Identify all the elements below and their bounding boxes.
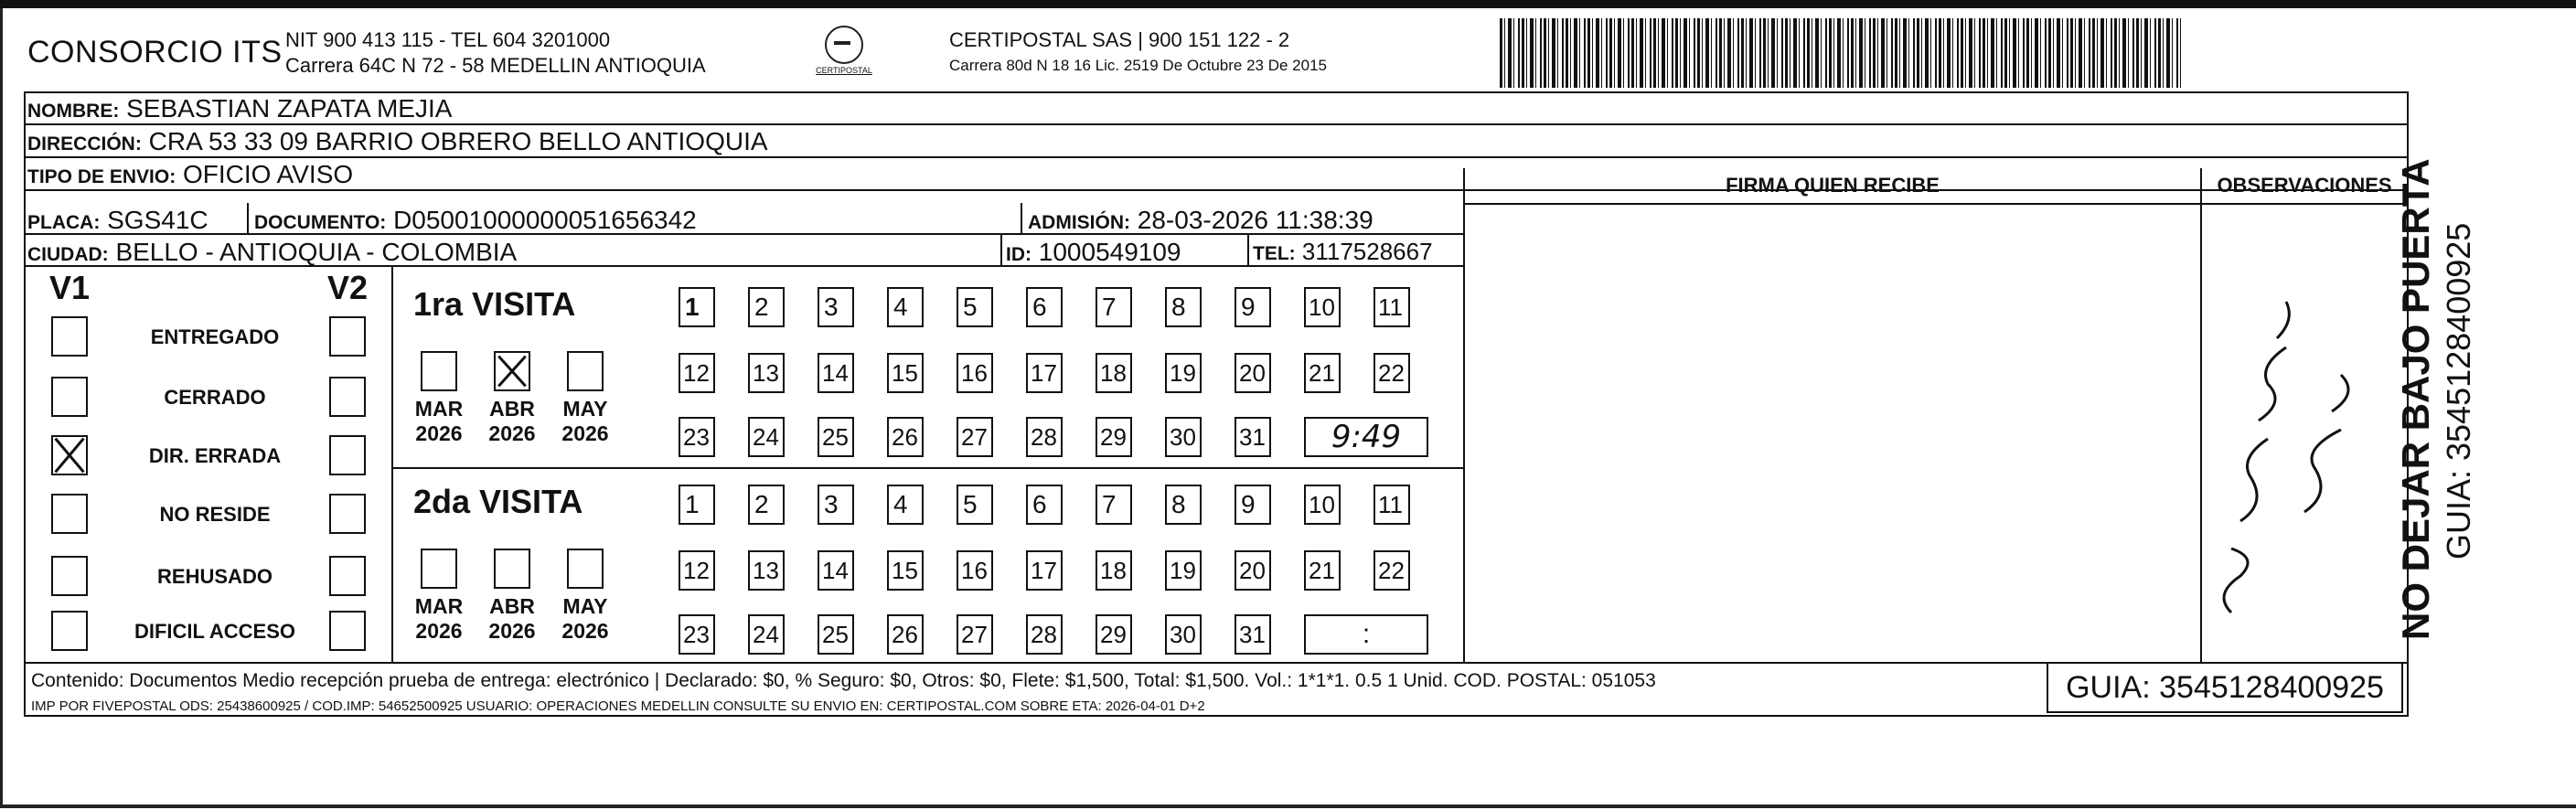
documento-label: DOCUMENTO: — [254, 212, 387, 233]
day-checkbox[interactable]: 25 — [818, 417, 854, 457]
day-checkbox[interactable]: 23 — [679, 614, 715, 655]
status-label: DIFICIL ACCESO — [134, 620, 295, 643]
v2-checkbox[interactable] — [329, 316, 366, 357]
day-checkbox[interactable]: 30 — [1165, 417, 1202, 457]
v1-header: V1 — [49, 269, 91, 306]
id-label: ID: — [1006, 244, 1031, 265]
day-checkbox[interactable]: 28 — [1026, 614, 1063, 655]
status-label: NO RESIDE — [159, 503, 271, 526]
side-warning: NO DEJAR BAJO PUERTA — [2394, 158, 2437, 640]
company-info — [285, 27, 706, 79]
month-checkbox[interactable] — [421, 549, 457, 589]
v1-checkbox[interactable] — [51, 556, 88, 596]
day-checkbox[interactable]: 18 — [1096, 353, 1132, 393]
day-checkbox[interactable]: 27 — [957, 614, 993, 655]
v1-checkbox[interactable] — [51, 316, 88, 357]
company-address: Carrera 64C N 72 - 58 MEDELLIN ANTIOQUIA — [285, 54, 706, 77]
month-label — [558, 594, 613, 644]
day-checkbox[interactable]: 4 — [887, 485, 924, 525]
placa-value: SGS41C — [107, 206, 208, 234]
day-checkbox[interactable]: 21 — [1304, 353, 1341, 393]
v2-checkbox[interactable] — [329, 556, 366, 596]
month-name: MAR — [414, 397, 464, 421]
month-year: 2026 — [561, 619, 609, 643]
direccion-label: DIRECCIÓN: — [27, 133, 142, 155]
placa-label: PLACA: — [27, 212, 101, 233]
day-checkbox[interactable]: 10 — [1304, 287, 1341, 327]
day-checkbox[interactable]: 1 — [679, 485, 715, 525]
day-checkbox[interactable]: 29 — [1096, 614, 1132, 655]
status-divider — [391, 267, 393, 662]
day-checkbox[interactable]: 16 — [957, 353, 993, 393]
divider-observaciones — [2200, 168, 2202, 662]
day-checkbox[interactable]: 15 — [887, 550, 924, 591]
day-checkbox[interactable]: 7 — [1096, 287, 1132, 327]
placa-divider — [247, 203, 249, 235]
ciudad-cell — [27, 237, 517, 270]
barcode — [1500, 18, 2181, 88]
tipo-value: OFICIO AVISO — [182, 160, 354, 188]
day-checkbox[interactable]: 26 — [887, 417, 924, 457]
day-checkbox[interactable]: 5 — [957, 287, 993, 327]
day-checkbox[interactable]: 14 — [818, 353, 854, 393]
id-value: 1000549109 — [1038, 238, 1181, 266]
visit-divider — [391, 467, 1463, 469]
month-year: 2026 — [488, 421, 536, 445]
day-checkbox[interactable]: 4 — [887, 287, 924, 327]
month-name: MAY — [562, 397, 608, 421]
day-checkbox[interactable]: 20 — [1235, 353, 1271, 393]
placa-cell — [27, 205, 208, 238]
day-checkbox[interactable]: 11 — [1374, 485, 1410, 525]
day-checkbox[interactable]: 28 — [1026, 417, 1063, 457]
month-checkbox[interactable] — [494, 549, 530, 589]
day-checkbox[interactable]: 17 — [1026, 353, 1063, 393]
day-checkbox[interactable]: 30 — [1165, 614, 1202, 655]
admision-value: 28-03-2026 11:38:39 — [1137, 206, 1374, 234]
documento-value: D05001000000051656342 — [393, 206, 697, 234]
day-checkbox[interactable]: 29 — [1096, 417, 1132, 457]
handwritten-observation — [2204, 283, 2387, 649]
day-checkbox[interactable]: 24 — [748, 417, 785, 457]
day-checkbox[interactable]: 1 — [679, 287, 715, 327]
day-checkbox[interactable]: 31 — [1235, 614, 1271, 655]
day-checkbox[interactable]: 10 — [1304, 485, 1341, 525]
day-checkbox[interactable]: 9 — [1235, 287, 1271, 327]
status-label: DIR. ERRADA — [148, 444, 282, 467]
day-checkbox[interactable]: 18 — [1096, 550, 1132, 591]
day-checkbox[interactable]: 13 — [748, 353, 785, 393]
month-year: 2026 — [415, 619, 463, 643]
header-underline — [1463, 203, 2409, 205]
day-checkbox[interactable]: 26 — [887, 614, 924, 655]
tel-label: TEL: — [1253, 243, 1296, 264]
bottom-border — [0, 805, 2576, 808]
row-direccion — [24, 126, 2407, 158]
day-checkbox[interactable]: 24 — [748, 614, 785, 655]
month-checkbox[interactable] — [494, 351, 530, 391]
v1-checkbox[interactable] — [51, 494, 88, 534]
month-checkbox[interactable] — [567, 549, 604, 589]
ciudad-value: BELLO - ANTIOQUIA - COLOMBIA — [115, 238, 518, 266]
day-checkbox[interactable]: 7 — [1096, 485, 1132, 525]
v1-checkbox[interactable] — [51, 611, 88, 651]
company-nit: NIT 900 413 115 - TEL 604 3201000 — [285, 28, 611, 51]
month-label — [485, 594, 540, 644]
observaciones-header: OBSERVACIONES — [2217, 174, 2392, 197]
day-checkbox[interactable]: 17 — [1026, 550, 1063, 591]
day-checkbox[interactable]: 19 — [1165, 353, 1202, 393]
certipostal-logo — [812, 26, 876, 80]
day-checkbox[interactable]: 8 — [1165, 485, 1202, 525]
day-checkbox[interactable]: 27 — [957, 417, 993, 457]
day-checkbox[interactable]: 15 — [887, 353, 924, 393]
v1-checkbox[interactable] — [51, 435, 88, 475]
day-checkbox[interactable]: 12 — [679, 550, 715, 591]
id-divider — [1000, 235, 1002, 267]
month-label — [485, 397, 540, 446]
logo-icon — [825, 26, 863, 64]
nombre-label: NOMBRE: — [27, 101, 120, 122]
month-year: 2026 — [415, 421, 463, 445]
month-label — [558, 397, 613, 446]
day-checkbox[interactable]: 23 — [679, 417, 715, 457]
top-border — [0, 0, 2576, 8]
day-checkbox[interactable]: 8 — [1165, 287, 1202, 327]
month-name: MAR — [414, 594, 464, 618]
visit-time[interactable]: 9:49 — [1304, 417, 1428, 457]
month-name: MAY — [562, 594, 608, 618]
month-checkbox[interactable] — [567, 351, 604, 391]
guia-box: GUIA: 3545128400925 — [2047, 662, 2403, 713]
day-checkbox[interactable]: 3 — [818, 485, 854, 525]
day-checkbox[interactable]: 14 — [818, 550, 854, 591]
logo-text: CERTIPOSTAL — [816, 66, 872, 75]
v2-header: V2 — [327, 269, 369, 306]
month-checkbox[interactable] — [421, 351, 457, 391]
day-checkbox[interactable]: 6 — [1026, 287, 1063, 327]
side-guia: GUIA: 3545128400925 — [2440, 222, 2477, 560]
footer-content-line: Contenido: Documentos Medio recepción prueba de entrega: electrónico | Declarado: $0, % Seguro: $0, Otros: $0, Flete: $1,500, Total: $1,500. Vol.: 1*1*1. 0.5 1 Unid. COD. POSTAL: 051053 — [31, 670, 1656, 691]
v2-checkbox[interactable] — [329, 611, 366, 651]
left-border — [0, 8, 3, 808]
day-checkbox[interactable]: 13 — [748, 550, 785, 591]
day-checkbox[interactable]: 31 — [1235, 417, 1271, 457]
month-year: 2026 — [561, 421, 609, 445]
day-checkbox[interactable]: 11 — [1374, 287, 1410, 327]
tel-cell — [1253, 237, 1433, 269]
day-checkbox[interactable]: 16 — [957, 550, 993, 591]
tel-divider — [1247, 235, 1249, 267]
company-name: CONSORCIO ITS — [27, 35, 283, 69]
month-name: ABR — [489, 594, 535, 618]
admision-label: ADMISIÓN: — [1028, 212, 1130, 233]
day-checkbox[interactable]: 25 — [818, 614, 854, 655]
direccion-value: CRA 53 33 09 BARRIO OBRERO BELLO ANTIOQUIA — [148, 127, 768, 155]
day-checkbox[interactable]: 2 — [748, 485, 785, 525]
v2-checkbox[interactable] — [329, 494, 366, 534]
admision-cell — [1028, 205, 1374, 238]
month-name: ABR — [489, 397, 535, 421]
admision-divider — [1021, 203, 1022, 235]
day-checkbox[interactable]: 5 — [957, 485, 993, 525]
certipostal-info — [949, 27, 1327, 79]
footer-print-line: IMP POR FIVEPOSTAL ODS: 25438600925 / COD.IMP: 54652500925 USUARIO: OPERACIONES MEDELLIN CONSULTE SU ENVIO EN: CERTIPOSTAL.COM SOBRE ETA: 2026-04-01 D+2 — [31, 698, 1205, 714]
visit-title: 2da VISITA — [413, 483, 583, 520]
certipostal-nit: CERTIPOSTAL SAS | 900 151 122 - 2 — [949, 28, 1290, 51]
day-checkbox[interactable]: 12 — [679, 353, 715, 393]
visit-time[interactable]: : — [1304, 614, 1428, 655]
nombre-value: SEBASTIAN ZAPATA MEJIA — [126, 94, 453, 123]
v1-checkbox[interactable] — [51, 377, 88, 417]
status-label: CERRADO — [164, 386, 266, 409]
day-checkbox[interactable]: 21 — [1304, 550, 1341, 591]
day-checkbox[interactable]: 3 — [818, 287, 854, 327]
divider-firma — [1463, 168, 1465, 662]
visit-title: 1ra VISITA — [413, 285, 576, 323]
month-label — [412, 594, 466, 644]
month-label — [412, 397, 466, 446]
status-label: ENTREGADO — [150, 325, 280, 348]
day-checkbox[interactable]: 22 — [1374, 550, 1410, 591]
firma-header: FIRMA QUIEN RECIBE — [1726, 174, 1940, 197]
certipostal-address: Carrera 80d N 18 16 Lic. 2519 De Octubre 23 De 2015 — [949, 57, 1327, 74]
ciudad-label: CIUDAD: — [27, 244, 109, 265]
status-label: REHUSADO — [157, 565, 273, 588]
tipo-label: TIPO DE ENVIO: — [27, 166, 176, 187]
day-checkbox[interactable]: 20 — [1235, 550, 1271, 591]
day-checkbox[interactable]: 2 — [748, 287, 785, 327]
day-checkbox[interactable]: 22 — [1374, 353, 1410, 393]
documento-cell — [254, 205, 697, 238]
row-nombre — [24, 93, 2407, 125]
day-checkbox[interactable]: 6 — [1026, 485, 1063, 525]
day-checkbox[interactable]: 9 — [1235, 485, 1271, 525]
month-year: 2026 — [488, 619, 536, 643]
tel-value: 3117528667 — [1301, 238, 1433, 265]
v2-checkbox[interactable] — [329, 435, 366, 475]
v2-checkbox[interactable] — [329, 377, 366, 417]
id-cell — [1006, 237, 1181, 270]
day-checkbox[interactable]: 19 — [1165, 550, 1202, 591]
